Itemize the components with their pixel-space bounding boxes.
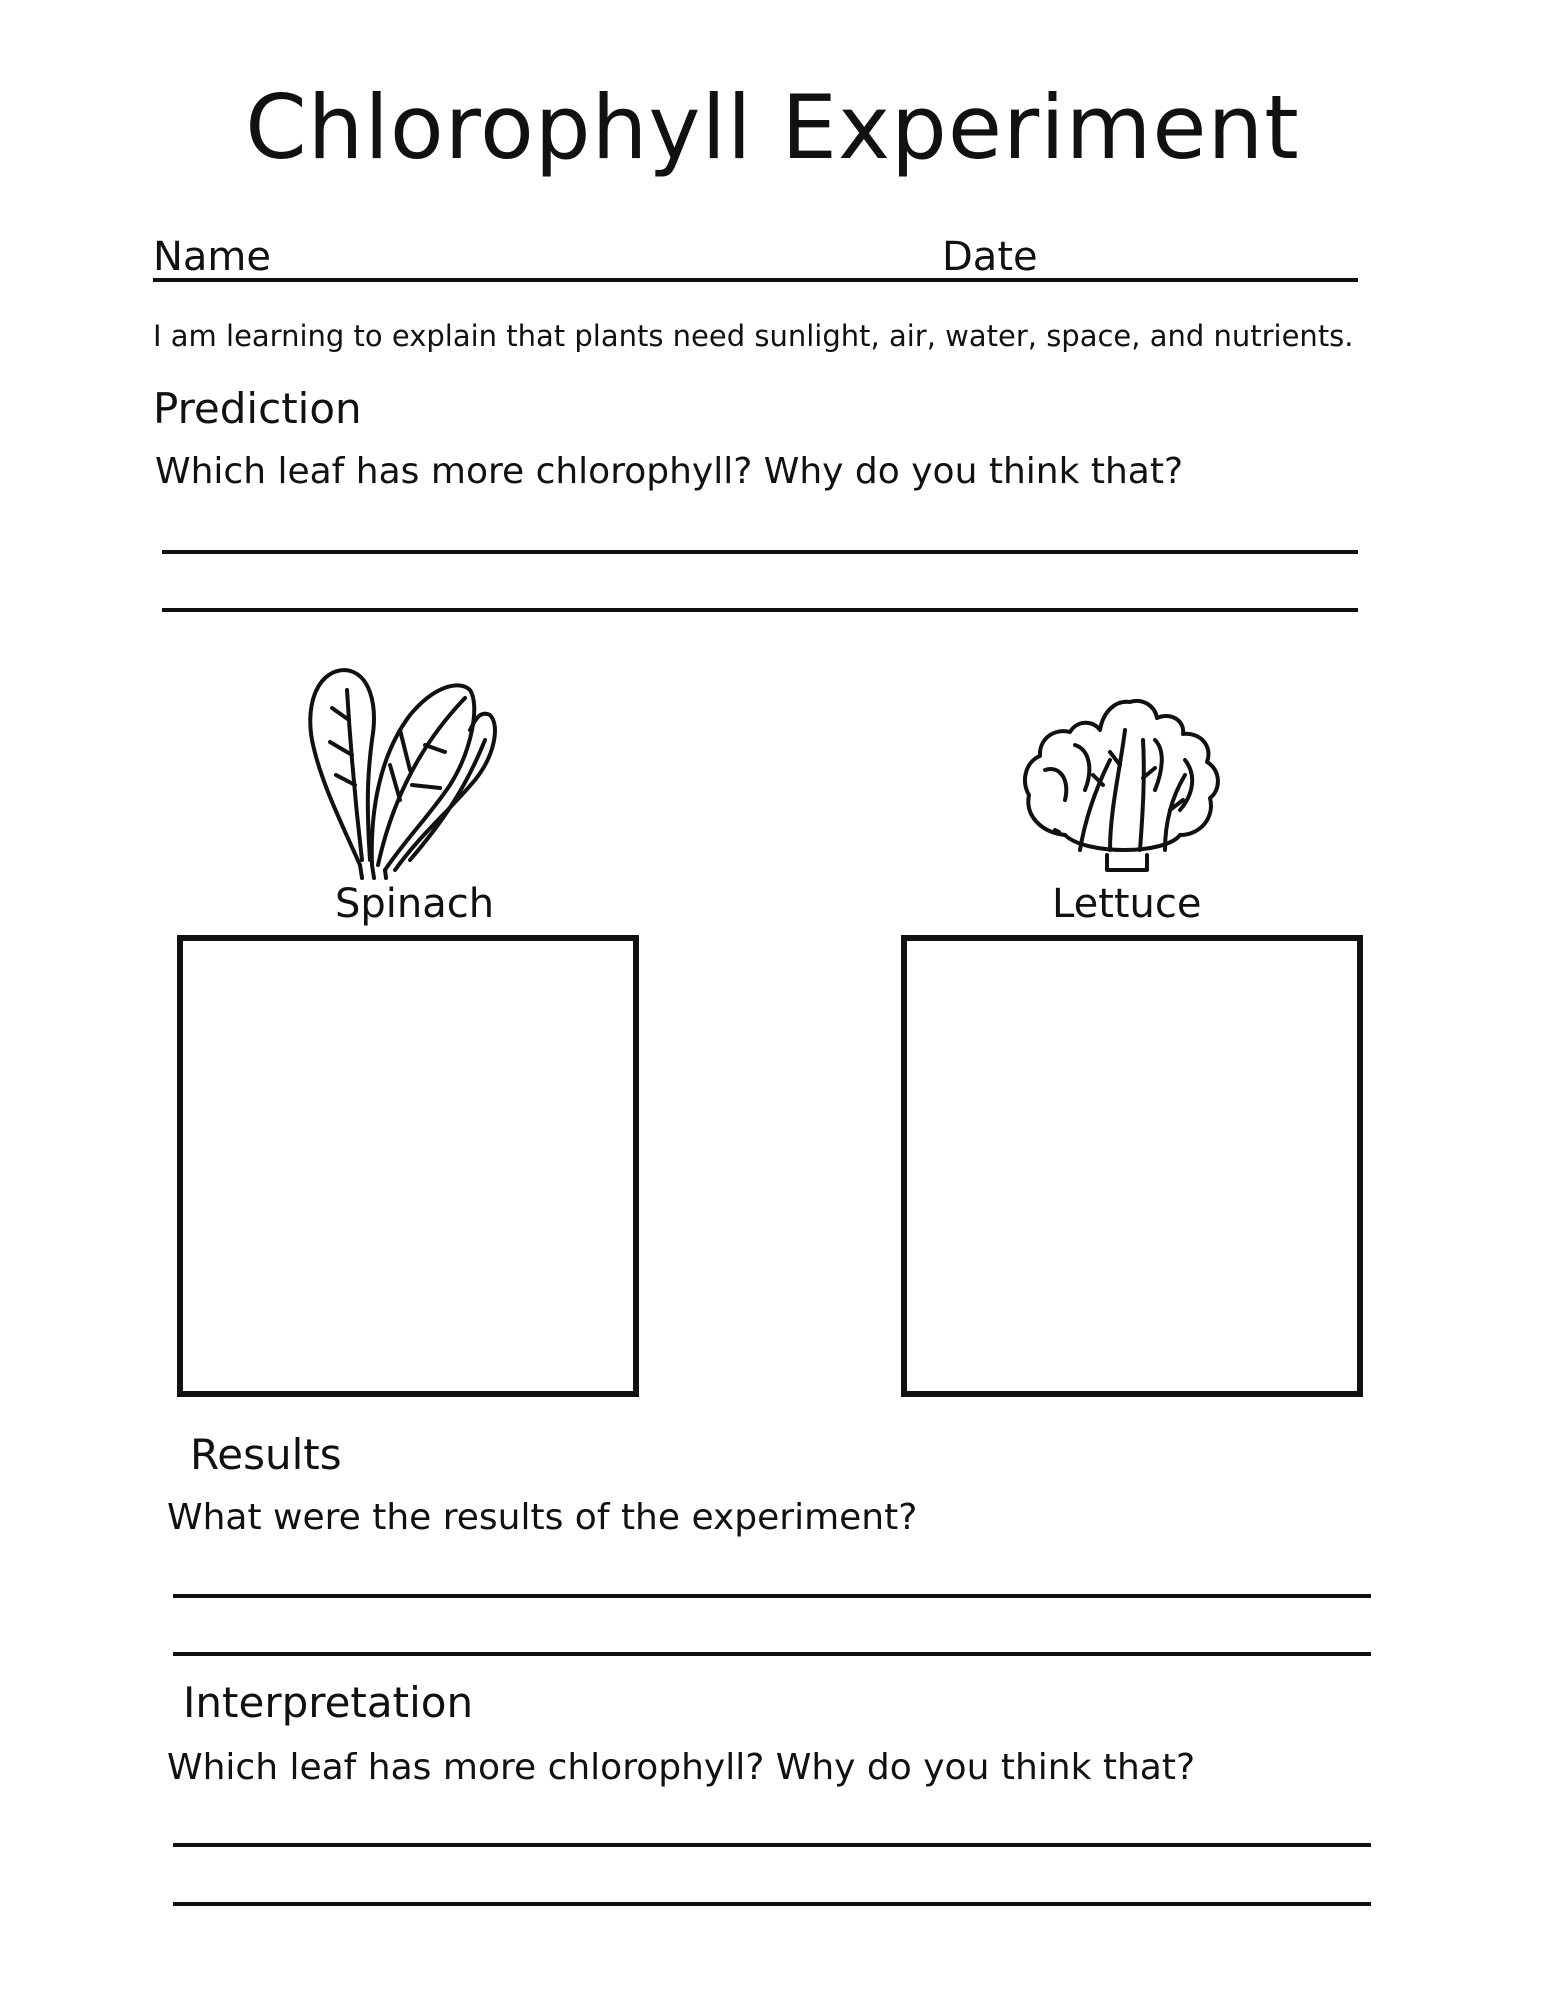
name-label: Name: [153, 234, 272, 280]
lettuce-observation-box[interactable]: [901, 935, 1363, 1397]
spinach-icon: [300, 660, 515, 880]
results-question: What were the results of the experiment?: [167, 1497, 918, 1538]
learning-objective: I am learning to explain that plants need sunlight, air, water, space, and nutrients.: [153, 319, 1354, 353]
name-date-answer-line[interactable]: [153, 278, 1358, 282]
interpretation-heading: Interpretation: [183, 1678, 474, 1727]
page-title: Chlorophyll Experiment: [245, 76, 1300, 179]
prediction-heading: Prediction: [153, 384, 362, 433]
interpretation-answer-line-1[interactable]: [173, 1843, 1371, 1847]
spinach-observation-box[interactable]: [177, 935, 639, 1397]
results-answer-line-1[interactable]: [173, 1594, 1371, 1598]
results-answer-line-2[interactable]: [173, 1652, 1371, 1656]
lettuce-icon: [1015, 690, 1235, 880]
prediction-answer-line-2[interactable]: [162, 608, 1358, 612]
lettuce-label: Lettuce: [1052, 881, 1202, 927]
date-label: Date: [942, 234, 1038, 280]
interpretation-question: Which leaf has more chlorophyll? Why do you think that?: [167, 1747, 1196, 1788]
interpretation-answer-line-2[interactable]: [173, 1902, 1371, 1906]
results-heading: Results: [190, 1430, 342, 1479]
spinach-label: Spinach: [335, 881, 495, 927]
prediction-question: Which leaf has more chlorophyll? Why do you think that?: [155, 451, 1184, 492]
prediction-answer-line-1[interactable]: [162, 550, 1358, 554]
